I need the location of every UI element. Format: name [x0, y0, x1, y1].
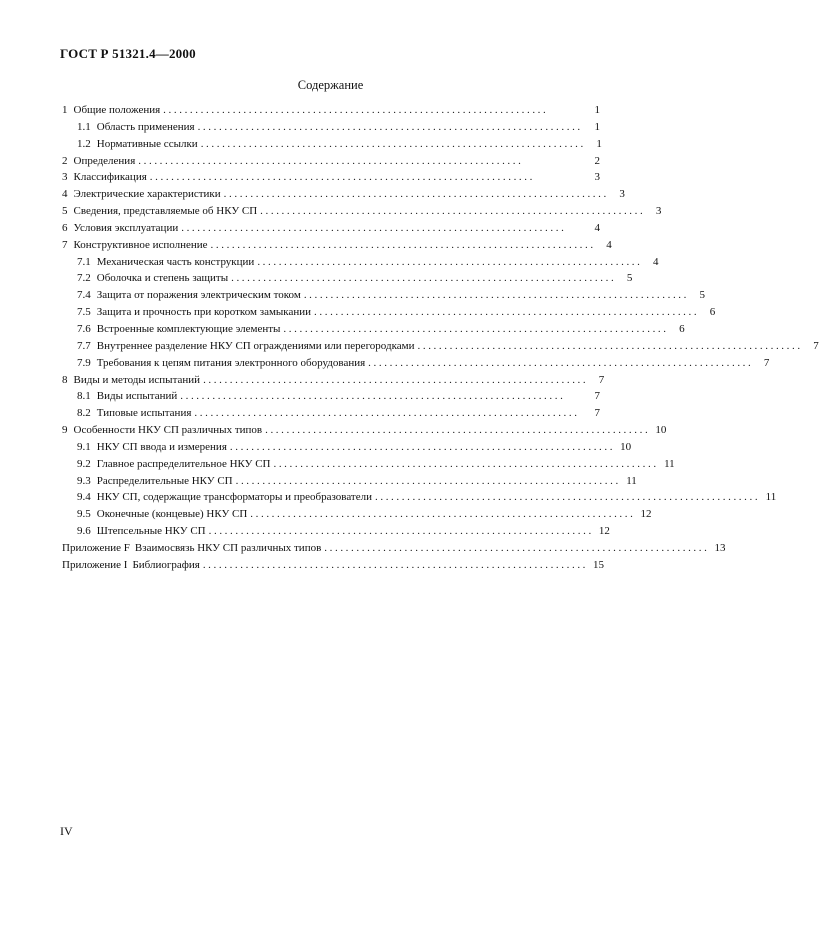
toc-entry — [62, 523, 610, 540]
toc-entry — [62, 287, 706, 304]
toc-entry-page: 12 — [598, 525, 610, 538]
toc-entry-number: 6 — [62, 221, 68, 234]
toc-entry-number: 1.1 — [77, 120, 91, 133]
toc-entry-page: 10 — [655, 424, 667, 437]
toc-leader-dots: ........................................................................ — [314, 306, 700, 319]
toc-entry — [62, 203, 662, 220]
toc-entry — [62, 355, 770, 372]
toc-entry-label: Оконечные (концевые) НКУ СП — [96, 508, 248, 521]
toc-entry-label: Распределительные НКУ СП — [96, 474, 233, 487]
toc-entry-page: 5 — [699, 289, 706, 302]
toc-entry-page: 2 — [594, 154, 600, 167]
toc-leader-dots: ........................................................................ — [283, 322, 669, 335]
toc-entry-label: Область применения — [96, 120, 195, 133]
toc-entry-page: 6 — [709, 306, 716, 319]
toc-entry — [62, 321, 685, 338]
toc-entry-number: 9.6 — [77, 525, 91, 538]
toc-entry — [62, 169, 600, 186]
toc-leader-dots: ........................................................................ — [235, 474, 621, 487]
toc-entry-label: Определения — [73, 154, 136, 167]
toc-entry — [62, 489, 777, 506]
toc-entry — [62, 136, 600, 153]
toc-entry-number: 3 — [62, 171, 68, 184]
toc-entry — [62, 220, 600, 237]
toc-entry-label: Нормативные ссылки — [96, 137, 198, 150]
toc-entry — [62, 338, 819, 355]
toc-leader-dots: ........................................................................ — [229, 440, 616, 453]
document-standard-number: ГОСТ Р 51321.4—2000 — [60, 46, 196, 61]
toc-entry-page: 1 — [594, 104, 600, 116]
toc-entry-page: 10 — [620, 440, 632, 453]
toc-entry-number: Приложение I — [62, 558, 128, 571]
toc-leader-dots: ........................................................................ — [197, 120, 583, 133]
toc-entry-label: Электрические характеристики — [73, 188, 221, 201]
toc-entry-page: 7 — [763, 356, 770, 369]
toc-entry-number: 1.2 — [77, 137, 91, 150]
toc-entry-number: 7.2 — [77, 272, 91, 285]
toc-entry — [62, 473, 637, 490]
toc-leader-dots: ........................................................................ — [202, 558, 589, 571]
toc-entry — [62, 119, 600, 136]
toc-entry — [62, 304, 716, 321]
toc-entry-number: 7 — [62, 238, 68, 251]
toc-leader-dots: ........................................................................ — [223, 188, 609, 201]
toc-entry-label: Виды и методы испытаний — [73, 373, 201, 386]
toc-entry-page: 15 — [593, 558, 605, 571]
toc-entry-number: 7.5 — [77, 306, 91, 319]
toc-leader-dots: ........................................................................ — [273, 457, 659, 470]
toc-entry-label: Типовые испытания — [96, 407, 192, 420]
toc-entry-page: 11 — [765, 491, 777, 504]
toc-entry-page: 1 — [596, 137, 602, 150]
toc-leader-dots: ........................................................................ — [208, 525, 594, 538]
toc-entry-number: 9.2 — [77, 457, 91, 470]
toc-entry-label: Взаимосвязь НКУ СП различных типов — [134, 541, 322, 554]
toc-entry-page: 13 — [714, 541, 726, 554]
toc-entry-label: Конструктивное исполнение — [73, 238, 208, 251]
toc-entry-label: Внутреннее разделение НКУ СП ограждениями или перегородками — [96, 339, 415, 352]
table-of-contents — [62, 102, 819, 574]
toc-entry — [62, 254, 659, 271]
toc-entry-page: 7 — [598, 373, 605, 386]
toc-entry-page: 7 — [594, 407, 600, 420]
toc-entry-label: НКУ СП, содержащие трансформаторы и преобразователи — [96, 491, 372, 504]
toc-entry-page: 6 — [679, 322, 685, 335]
toc-leader-dots: ........................................................................ — [324, 541, 710, 554]
toc-leader-dots: ........................................................................ — [231, 272, 617, 285]
toc-entry-page: 4 — [606, 238, 612, 251]
toc-entry — [62, 422, 667, 439]
toc-entry-number: 9.4 — [77, 491, 91, 504]
toc-leader-dots: ........................................................................ — [375, 491, 761, 504]
toc-leader-dots: ........................................................................ — [181, 221, 567, 234]
toc-entry-page: 5 — [626, 272, 633, 285]
page-number-roman: IV — [60, 824, 73, 838]
toc-entry-label: Сведения, представляемые об НКУ СП — [73, 205, 258, 218]
toc-entry-label: Общие положения — [73, 104, 161, 116]
toc-leader-dots: ........................................................................ — [180, 390, 566, 403]
toc-entry — [62, 456, 675, 473]
toc-entry-label: Встроенные комплектующие элементы — [96, 322, 281, 335]
toc-entry-number: 2 — [62, 154, 68, 167]
toc-leader-dots: ........................................................................ — [200, 137, 586, 150]
toc-entry-page: 11 — [664, 457, 675, 470]
toc-entry-number: 9.3 — [77, 474, 91, 487]
toc-leader-dots: ........................................................................ — [149, 171, 535, 184]
toc-entry — [62, 237, 612, 254]
toc-entry-number: 7.6 — [77, 322, 91, 335]
toc-entry-number: 4 — [62, 188, 68, 201]
toc-entry-label: НКУ СП ввода и измерения — [96, 440, 227, 453]
toc-entry-page: 4 — [653, 255, 659, 268]
toc-entry-label: Библиография — [132, 558, 200, 571]
toc-entry — [62, 388, 600, 405]
toc-entry-page: 12 — [640, 508, 652, 521]
toc-entry — [62, 540, 726, 557]
toc-leader-dots: ........................................................................ — [265, 424, 651, 437]
toc-entry-page: 1 — [594, 120, 600, 133]
toc-entry-number: 1 — [62, 104, 68, 116]
toc-entry — [62, 405, 600, 422]
toc-leader-dots: ........................................................................ — [163, 104, 549, 116]
toc-leader-dots: ........................................................................ — [138, 154, 524, 167]
toc-entry — [62, 557, 605, 574]
toc-entry-page: 11 — [626, 474, 637, 487]
toc-entry — [62, 372, 605, 389]
toc-entry-page: 7 — [813, 339, 819, 352]
toc-entry-label: Требования к цепям питания электронного оборудования — [96, 356, 366, 369]
toc-leader-dots: ........................................................................ — [368, 356, 754, 369]
toc-entry-label: Виды испытаний — [96, 390, 178, 403]
toc-title: Содержание — [297, 78, 364, 92]
toc-entry-label: Оболочка и степень защиты — [96, 272, 229, 285]
toc-leader-dots: ........................................................................ — [194, 407, 580, 420]
toc-entry-number: 7.4 — [77, 289, 91, 302]
toc-entry-page: 4 — [594, 221, 600, 234]
toc-leader-dots: ........................................................................ — [257, 255, 643, 268]
toc-entry-number: 7.1 — [77, 255, 91, 268]
toc-leader-dots: ........................................................................ — [203, 373, 589, 386]
toc-entry-number: Приложение F — [62, 541, 130, 554]
toc-entry-number: 8 — [62, 373, 68, 386]
toc-leader-dots: ........................................................................ — [303, 289, 690, 302]
toc-entry — [62, 439, 632, 456]
toc-entry-label: Условия эксплуатации — [73, 221, 179, 234]
toc-entry-label: Особенности НКУ СП различных типов — [73, 424, 263, 437]
toc-leader-dots: ........................................................................ — [417, 339, 803, 352]
toc-entry-number: 7.9 — [77, 356, 91, 369]
toc-entry-page: 3 — [619, 188, 625, 201]
toc-entry — [62, 102, 600, 119]
toc-entry-label: Классификация — [73, 171, 147, 184]
toc-entry-number: 7.7 — [77, 339, 91, 352]
toc-leader-dots: ........................................................................ — [210, 238, 596, 251]
toc-entry-label: Штепсельные НКУ СП — [96, 525, 206, 538]
toc-entry-number: 9.1 — [77, 440, 91, 453]
toc-entry-label: Защита от поражения электрическим током — [96, 289, 301, 302]
toc-entry-label: Защита и прочность при коротком замыкании — [96, 306, 312, 319]
toc-entry — [62, 506, 652, 523]
toc-entry-number: 5 — [62, 205, 68, 218]
toc-entry-number: 8.1 — [77, 390, 91, 403]
toc-entry-page: 7 — [594, 390, 600, 403]
toc-entry — [62, 186, 625, 203]
toc-entry-number: 9 — [62, 424, 68, 437]
toc-entry — [62, 153, 600, 170]
toc-entry-label: Механическая часть конструкции — [96, 255, 255, 268]
toc-entry-number: 9.5 — [77, 508, 91, 521]
toc-entry-page: 3 — [594, 171, 600, 184]
toc-entry-label: Главное распределительное НКУ СП — [96, 457, 271, 470]
toc-entry-number: 8.2 — [77, 407, 91, 420]
toc-entry — [62, 270, 633, 287]
toc-leader-dots: ........................................................................ — [260, 205, 646, 218]
toc-leader-dots: ........................................................................ — [250, 508, 636, 521]
toc-entry-page: 3 — [655, 205, 662, 218]
